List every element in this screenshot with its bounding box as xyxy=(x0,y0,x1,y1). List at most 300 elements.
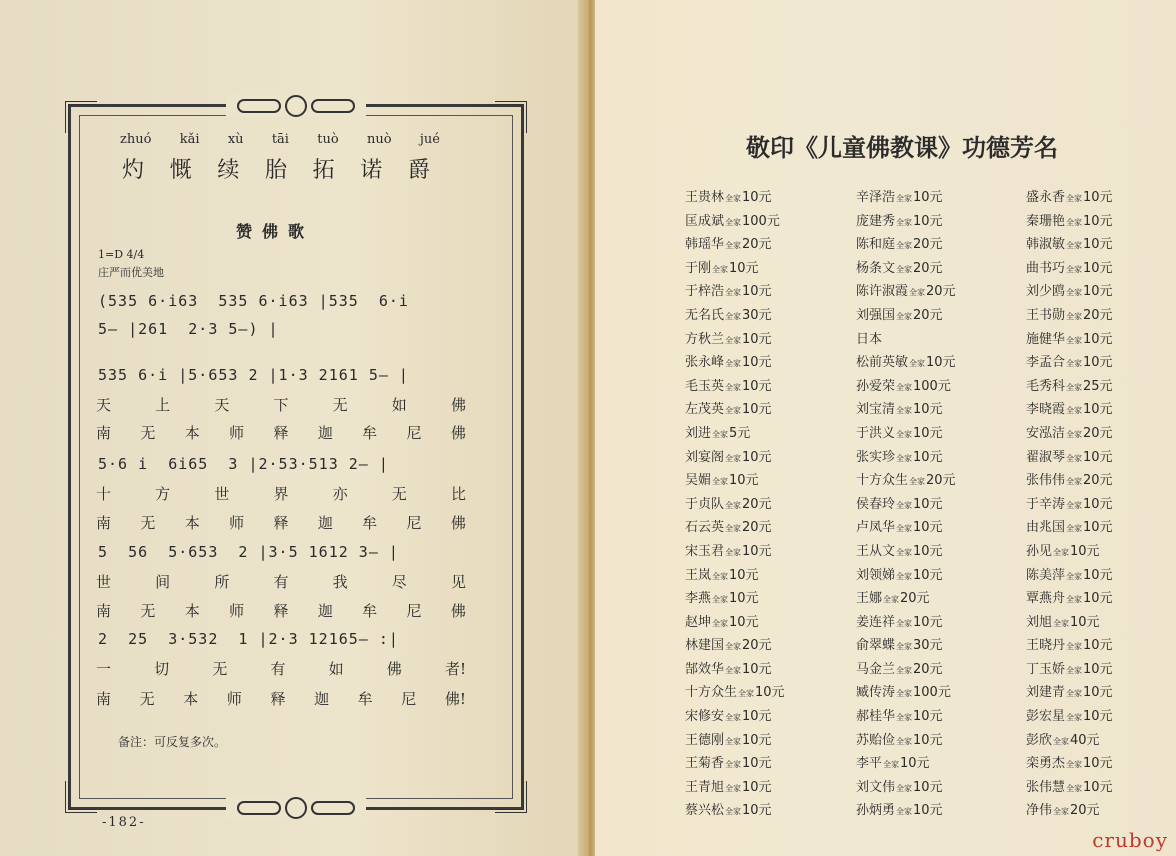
donor-name: 无名氏 xyxy=(685,307,725,323)
donor-name: 孙炳勇 xyxy=(856,803,896,819)
donation-amount: 20元 xyxy=(1083,473,1113,489)
lyric-char: 如 xyxy=(328,660,344,678)
donor-entry xyxy=(1026,304,1176,328)
lyric-char: 牟 xyxy=(362,514,378,532)
donor-entry xyxy=(856,493,1016,517)
donor-name: 张伟慧 xyxy=(1026,779,1066,795)
donation-amount: 10元 xyxy=(729,567,759,583)
lyric-char: 天 xyxy=(96,396,112,414)
lyric-char: 佛 xyxy=(450,396,466,414)
donation-amount: 10元 xyxy=(742,355,772,371)
donation-amount: 10元 xyxy=(913,567,943,583)
donor-entry xyxy=(856,634,1016,658)
donation-amount: 10元 xyxy=(1070,543,1100,559)
lotus-emblem-icon xyxy=(285,95,307,117)
lyric-char: 无 xyxy=(212,660,228,678)
lyric-char: 者! xyxy=(444,660,466,678)
donation-amount: 40元 xyxy=(1070,732,1100,748)
frame-corner-ornament xyxy=(495,781,527,813)
donor-entry xyxy=(685,799,845,823)
donor-name: 于梓浩 xyxy=(685,284,725,300)
donor-entry xyxy=(685,516,845,540)
score-line: 5·6 i 6i65 3 |2·53·513 2— | xyxy=(98,455,389,473)
donation-amount: 10元 xyxy=(926,355,956,371)
pinyin-syllable: tāi xyxy=(271,132,289,147)
donor-name: 安泓洁 xyxy=(1026,425,1066,441)
lyric-line xyxy=(96,512,466,533)
vocab-character: 灼 xyxy=(122,158,147,183)
donor-qualifier: 全家 xyxy=(1066,689,1083,699)
donation-amount: 10元 xyxy=(1083,709,1113,725)
frame-corner-ornament xyxy=(65,781,97,813)
donor-name: 陈美萍 xyxy=(1026,567,1066,583)
donor-name: 臧传涛 xyxy=(856,685,896,701)
donor-entry xyxy=(856,729,1016,753)
donation-amount: 20元 xyxy=(1083,425,1113,441)
donor-entry xyxy=(1026,280,1176,304)
donor-qualifier: 全家 xyxy=(712,429,729,439)
donor-entry xyxy=(856,658,1016,682)
score-line: 5— |261 2·3 5—) | xyxy=(98,320,279,338)
donor-name: 王从文 xyxy=(856,543,896,559)
donation-amount: 10元 xyxy=(742,284,772,300)
pinyin-syllable: jué xyxy=(419,132,440,147)
lyric-char: 切 xyxy=(154,660,170,678)
page-number: -182- xyxy=(102,815,146,830)
donor-entry xyxy=(685,540,845,564)
donor-qualifier: 全家 xyxy=(725,736,742,746)
donor-qualifier: 全家 xyxy=(712,264,729,274)
donor-qualifier: 全家 xyxy=(1066,194,1083,203)
donor-qualifier: 全家 xyxy=(896,406,913,416)
donation-amount: 10元 xyxy=(1083,213,1113,229)
donation-amount: 10元 xyxy=(1070,614,1100,630)
lyric-char: 无 xyxy=(140,424,156,442)
donor-entry xyxy=(1026,375,1176,399)
lyric-char: 本 xyxy=(183,690,199,708)
donor-entry xyxy=(685,280,845,304)
donor-name: 于贞队 xyxy=(685,496,725,512)
donor-entry xyxy=(685,658,845,682)
donor-entry xyxy=(1026,398,1176,422)
donor-name: 方秋兰 xyxy=(685,331,725,347)
donor-name: 李燕 xyxy=(685,591,712,607)
donation-amount: 10元 xyxy=(1083,284,1113,300)
lyric-char: 南 xyxy=(96,424,112,442)
donor-entry xyxy=(856,422,1016,446)
donor-qualifier: 全家 xyxy=(896,194,913,203)
lyric-char: 南 xyxy=(96,690,112,708)
donor-qualifier: 全家 xyxy=(1066,642,1083,652)
donor-name: 于辛涛 xyxy=(1026,496,1066,512)
donor-qualifier: 全家 xyxy=(725,241,742,251)
lyric-char: 师 xyxy=(226,690,242,708)
vocab-character: 续 xyxy=(217,158,242,183)
donor-qualifier: 全家 xyxy=(883,760,900,770)
lyric-line xyxy=(96,394,466,415)
frame-corner-ornament xyxy=(65,101,97,133)
donor-name: 毛秀科 xyxy=(1026,378,1066,394)
donor-entry xyxy=(856,681,1016,705)
donation-amount: 10元 xyxy=(742,378,772,394)
donor-qualifier: 全家 xyxy=(1066,382,1083,392)
donor-name: 王娜 xyxy=(856,591,883,607)
donor-name: 王晓丹 xyxy=(1026,638,1066,654)
donor-name: 刘建青 xyxy=(1026,685,1066,701)
vocab-character: 拓 xyxy=(312,158,337,183)
donor-qualifier: 全家 xyxy=(1066,783,1083,793)
pinyin-row xyxy=(120,132,440,147)
donation-amount: 10元 xyxy=(742,449,772,465)
donation-amount: 20元 xyxy=(913,237,943,253)
donation-amount: 10元 xyxy=(742,803,772,819)
donor-entry xyxy=(685,375,845,399)
donor-entry xyxy=(1026,776,1176,800)
donor-name: 十方众生 xyxy=(856,473,909,489)
donor-entry xyxy=(685,351,845,375)
lyric-char: 间 xyxy=(155,573,171,591)
donation-amount: 30元 xyxy=(913,638,943,654)
donor-entry xyxy=(1026,210,1176,234)
lyric-char: 尽 xyxy=(391,573,407,591)
donation-amount: 10元 xyxy=(1083,756,1113,772)
donor-qualifier: 全家 xyxy=(1066,760,1083,770)
scroll-ornament-icon xyxy=(311,801,355,815)
donor-name: 王菊香 xyxy=(685,756,725,772)
lyric-char: 尼 xyxy=(401,690,417,708)
lyric-char: 师 xyxy=(229,514,245,532)
donor-name: 蔡兴松 xyxy=(685,803,725,819)
donor-name: 刘少鸥 xyxy=(1026,284,1066,300)
lyric-char: 如 xyxy=(391,396,407,414)
lyric-char: 世 xyxy=(214,485,230,503)
donor-entry xyxy=(685,611,845,635)
lyric-char: 佛 xyxy=(386,660,402,678)
donor-qualifier: 全家 xyxy=(896,382,913,392)
donor-qualifier: 全家 xyxy=(725,311,742,321)
lyric-char: 天 xyxy=(214,396,230,414)
donor-name: 刘宴阁 xyxy=(685,449,725,465)
donation-amount: 10元 xyxy=(913,614,943,630)
lyric-char: 一 xyxy=(96,660,112,678)
donor-qualifier: 全家 xyxy=(896,713,913,723)
donor-qualifier: 全家 xyxy=(725,217,742,227)
donor-qualifier: 全家 xyxy=(1066,241,1083,251)
donor-name: 陈许淑霞 xyxy=(856,284,909,300)
donor-qualifier: 全家 xyxy=(896,241,913,251)
donor-qualifier: 全家 xyxy=(896,665,913,675)
donor-qualifier: 全家 xyxy=(896,311,913,321)
donor-qualifier: 全家 xyxy=(712,571,729,581)
donation-amount: 20元 xyxy=(742,237,772,253)
donor-qualifier: 全家 xyxy=(1066,217,1083,227)
lyric-char: 本 xyxy=(184,514,200,532)
lyric-char: 所 xyxy=(214,573,230,591)
donor-name: 郜效华 xyxy=(685,661,725,677)
donation-amount: 5元 xyxy=(729,425,751,441)
donation-amount: 10元 xyxy=(913,496,943,512)
donation-amount: 10元 xyxy=(900,756,930,772)
donation-amount: 10元 xyxy=(729,591,759,607)
donation-amount: 10元 xyxy=(742,543,772,559)
donation-amount: 10元 xyxy=(913,732,943,748)
donor-qualifier: 全家 xyxy=(896,500,913,510)
donation-amount: 10元 xyxy=(1083,567,1113,583)
donor-entry xyxy=(1026,469,1176,493)
lyric-char: 十 xyxy=(96,485,112,503)
donor-name: 韩淑敏 xyxy=(1026,237,1066,253)
donor-qualifier: 全家 xyxy=(1066,429,1083,439)
donor-entry xyxy=(685,210,845,234)
lyric-char: 本 xyxy=(184,424,200,442)
donor-name: 李孟合 xyxy=(1026,355,1066,371)
donor-qualifier: 全家 xyxy=(896,547,913,557)
lyric-char: 迦 xyxy=(317,602,333,620)
donor-entry xyxy=(856,469,1016,493)
score-line: (535 6·i63 535 6·i63 |535 6·i xyxy=(98,292,409,310)
donor-name: 秦珊艳 xyxy=(1026,213,1066,229)
pinyin-syllable: xù xyxy=(227,132,244,147)
lyric-char: 本 xyxy=(184,602,200,620)
donor-name: 张永峰 xyxy=(685,355,725,371)
donor-qualifier: 全家 xyxy=(883,595,900,605)
lyric-char: 佛 xyxy=(450,514,466,532)
lyric-char: 界 xyxy=(273,485,289,503)
donor-name: 陈和庭 xyxy=(856,237,896,253)
lyric-char: 释 xyxy=(273,424,289,442)
donation-amount: 20元 xyxy=(926,284,956,300)
donation-amount: 10元 xyxy=(742,732,772,748)
page-title: 敬印《儿童佛教课》功德芳名 xyxy=(746,134,1058,162)
donor-name: 刘宝清 xyxy=(856,402,896,418)
donation-amount: 10元 xyxy=(913,803,943,819)
donor-qualifier: 全家 xyxy=(1066,264,1083,274)
donor-entry xyxy=(685,422,845,446)
donation-amount: 10元 xyxy=(913,543,943,559)
donor-entry xyxy=(1026,446,1176,470)
donation-amount: 10元 xyxy=(1083,685,1113,701)
lyric-char: 牟 xyxy=(362,602,378,620)
donation-amount: 20元 xyxy=(1083,307,1113,323)
donor-name: 马金兰 xyxy=(856,661,896,677)
donor-entry xyxy=(1026,422,1176,446)
donor-entry xyxy=(685,398,845,422)
donor-qualifier: 全家 xyxy=(1066,571,1083,581)
donor-entry xyxy=(856,587,1016,611)
donor-entry xyxy=(856,186,1016,210)
donation-amount: 10元 xyxy=(742,661,772,677)
lyric-line xyxy=(96,422,466,443)
donation-amount: 10元 xyxy=(1083,237,1113,253)
donor-name: 曲书巧 xyxy=(1026,260,1066,276)
donor-name: 于洪义 xyxy=(856,425,896,441)
donation-amount: 10元 xyxy=(1083,190,1113,205)
pinyin-syllable: nuò xyxy=(367,132,392,147)
donor-name: 刘领娣 xyxy=(856,567,896,583)
donor-name: 匡成斌 xyxy=(685,213,725,229)
donor-name: 彭宏星 xyxy=(1026,709,1066,725)
donor-column xyxy=(1026,186,1176,823)
donor-entry xyxy=(685,705,845,729)
donor-entry xyxy=(856,257,1016,281)
donor-qualifier: 全家 xyxy=(725,453,742,463)
donor-entry xyxy=(685,729,845,753)
donation-amount: 10元 xyxy=(913,402,943,418)
donor-entry xyxy=(685,446,845,470)
donor-qualifier: 全家 xyxy=(1053,807,1070,817)
donor-entry xyxy=(1026,705,1176,729)
lyric-char: 牟 xyxy=(362,424,378,442)
donation-amount: 20元 xyxy=(900,591,930,607)
donor-entry xyxy=(685,233,845,257)
donor-entry xyxy=(856,351,1016,375)
lyric-char: 南 xyxy=(96,514,112,532)
donation-amount: 10元 xyxy=(1083,520,1113,536)
donor-qualifier: 全家 xyxy=(1066,406,1083,416)
lyric-char: 无 xyxy=(332,396,348,414)
donation-amount: 25元 xyxy=(1083,378,1113,394)
donor-entry xyxy=(1026,681,1176,705)
scroll-ornament-icon xyxy=(311,99,355,113)
donor-qualifier: 全家 xyxy=(896,689,913,699)
donation-amount: 30元 xyxy=(742,307,772,323)
bottom-ornament xyxy=(226,797,366,819)
donor-entry xyxy=(856,752,1016,776)
donation-amount: 20元 xyxy=(913,661,943,677)
scroll-ornament-icon xyxy=(237,801,281,815)
donor-qualifier: 全家 xyxy=(725,760,742,770)
donor-entry xyxy=(856,304,1016,328)
lyric-char: 无 xyxy=(139,690,155,708)
donor-qualifier: 全家 xyxy=(725,288,742,298)
donor-entry xyxy=(1026,233,1176,257)
donor-entry xyxy=(685,564,845,588)
lyric-char: 释 xyxy=(273,514,289,532)
donor-qualifier: 全家 xyxy=(896,736,913,746)
donor-entry xyxy=(685,587,845,611)
donor-qualifier: 全家 xyxy=(909,288,926,298)
lyric-char: 比 xyxy=(450,485,466,503)
donor-name: 由兆国 xyxy=(1026,520,1066,536)
donor-entry xyxy=(856,564,1016,588)
donor-entry xyxy=(1026,493,1176,517)
donor-name: 杨条文 xyxy=(856,260,896,276)
donor-qualifier: 全家 xyxy=(1066,665,1083,675)
donor-entry xyxy=(856,611,1016,635)
donation-amount: 10元 xyxy=(755,685,785,701)
donation-amount: 10元 xyxy=(1083,638,1113,654)
donor-qualifier: 全家 xyxy=(1066,524,1083,534)
donor-qualifier: 全家 xyxy=(1053,736,1070,746)
score-line: 2 25 3·532 1 |2·3 12165— :| xyxy=(98,630,399,648)
donor-entry xyxy=(685,257,845,281)
donor-column xyxy=(856,186,1016,823)
donor-name: 林建国 xyxy=(685,638,725,654)
lyric-char: 方 xyxy=(155,485,171,503)
donor-name: 刘文伟 xyxy=(856,779,896,795)
lyric-char: 有 xyxy=(270,660,286,678)
donor-name: 王德刚 xyxy=(685,732,725,748)
donor-name: 赵坤 xyxy=(685,614,712,630)
donation-amount: 10元 xyxy=(1083,402,1113,418)
pinyin-syllable: tuò xyxy=(317,132,339,147)
lyric-char: 见 xyxy=(450,573,466,591)
donor-entry xyxy=(856,799,1016,823)
donation-amount: 100元 xyxy=(913,378,951,394)
vocabulary-characters xyxy=(122,153,432,184)
donor-name: 宋玉君 xyxy=(685,543,725,559)
donor-entry xyxy=(856,776,1016,800)
donor-entry xyxy=(1026,634,1176,658)
donation-amount: 10元 xyxy=(913,425,943,441)
remark-note: 备注：可反复多次。 xyxy=(118,735,227,749)
donation-amount: 10元 xyxy=(742,779,772,795)
donation-amount: 10元 xyxy=(913,213,943,229)
donor-entry xyxy=(856,328,1016,352)
donor-name: 宋修安 xyxy=(685,709,725,725)
donor-qualifier: 全家 xyxy=(725,382,742,392)
lyric-char: 世 xyxy=(96,573,112,591)
donor-qualifier: 全家 xyxy=(712,618,729,628)
donor-qualifier: 全家 xyxy=(896,429,913,439)
lyric-line xyxy=(96,600,466,621)
lyric-char: 释 xyxy=(273,602,289,620)
donor-entry xyxy=(856,446,1016,470)
donor-entry xyxy=(1026,257,1176,281)
frame-corner-ornament xyxy=(495,101,527,133)
donation-amount: 20元 xyxy=(1070,803,1100,819)
top-ornament xyxy=(226,95,366,117)
donor-entry xyxy=(1026,186,1176,210)
donor-qualifier: 全家 xyxy=(725,335,742,345)
donor-name: 刘旭 xyxy=(1026,614,1053,630)
donor-name: 石云英 xyxy=(685,520,725,536)
donor-name: 王贵林 xyxy=(685,190,725,205)
lyric-char: 南 xyxy=(96,602,112,620)
donation-amount: 10元 xyxy=(742,709,772,725)
donor-name: 张伟伟 xyxy=(1026,473,1066,489)
donor-qualifier: 全家 xyxy=(1066,477,1083,487)
score-line: 5 56 5·653 2 |3·5 1612 3— | xyxy=(98,543,399,561)
donor-name: 侯春玲 xyxy=(856,496,896,512)
donor-qualifier: 全家 xyxy=(1066,713,1083,723)
donor-entry xyxy=(1026,752,1176,776)
donor-qualifier: 全家 xyxy=(1066,335,1083,345)
donor-entry xyxy=(1026,611,1176,635)
lyric-char: 上 xyxy=(155,396,171,414)
donor-qualifier: 全家 xyxy=(896,807,913,817)
donation-amount: 20元 xyxy=(742,496,772,512)
donation-amount: 10元 xyxy=(1083,355,1113,371)
donation-amount: 20元 xyxy=(913,260,943,276)
donor-name: 吴媚 xyxy=(685,473,712,489)
donation-amount: 20元 xyxy=(926,473,956,489)
donation-amount: 100元 xyxy=(913,685,951,701)
donor-qualifier: 全家 xyxy=(725,783,742,793)
score-line: 535 6·i |5·653 2 |1·3 2161 5— | xyxy=(98,366,409,384)
donor-name: 翟淑琴 xyxy=(1026,449,1066,465)
lyric-char: 下 xyxy=(273,396,289,414)
donor-entry xyxy=(856,705,1016,729)
lyric-char: 师 xyxy=(229,602,245,620)
lyric-char: 无 xyxy=(140,602,156,620)
donor-qualifier: 全家 xyxy=(896,217,913,227)
donor-entry xyxy=(685,681,845,705)
donation-amount: 10元 xyxy=(913,709,943,725)
donation-amount: 10元 xyxy=(742,190,772,205)
donor-entry xyxy=(685,493,845,517)
donor-entry xyxy=(1026,540,1176,564)
